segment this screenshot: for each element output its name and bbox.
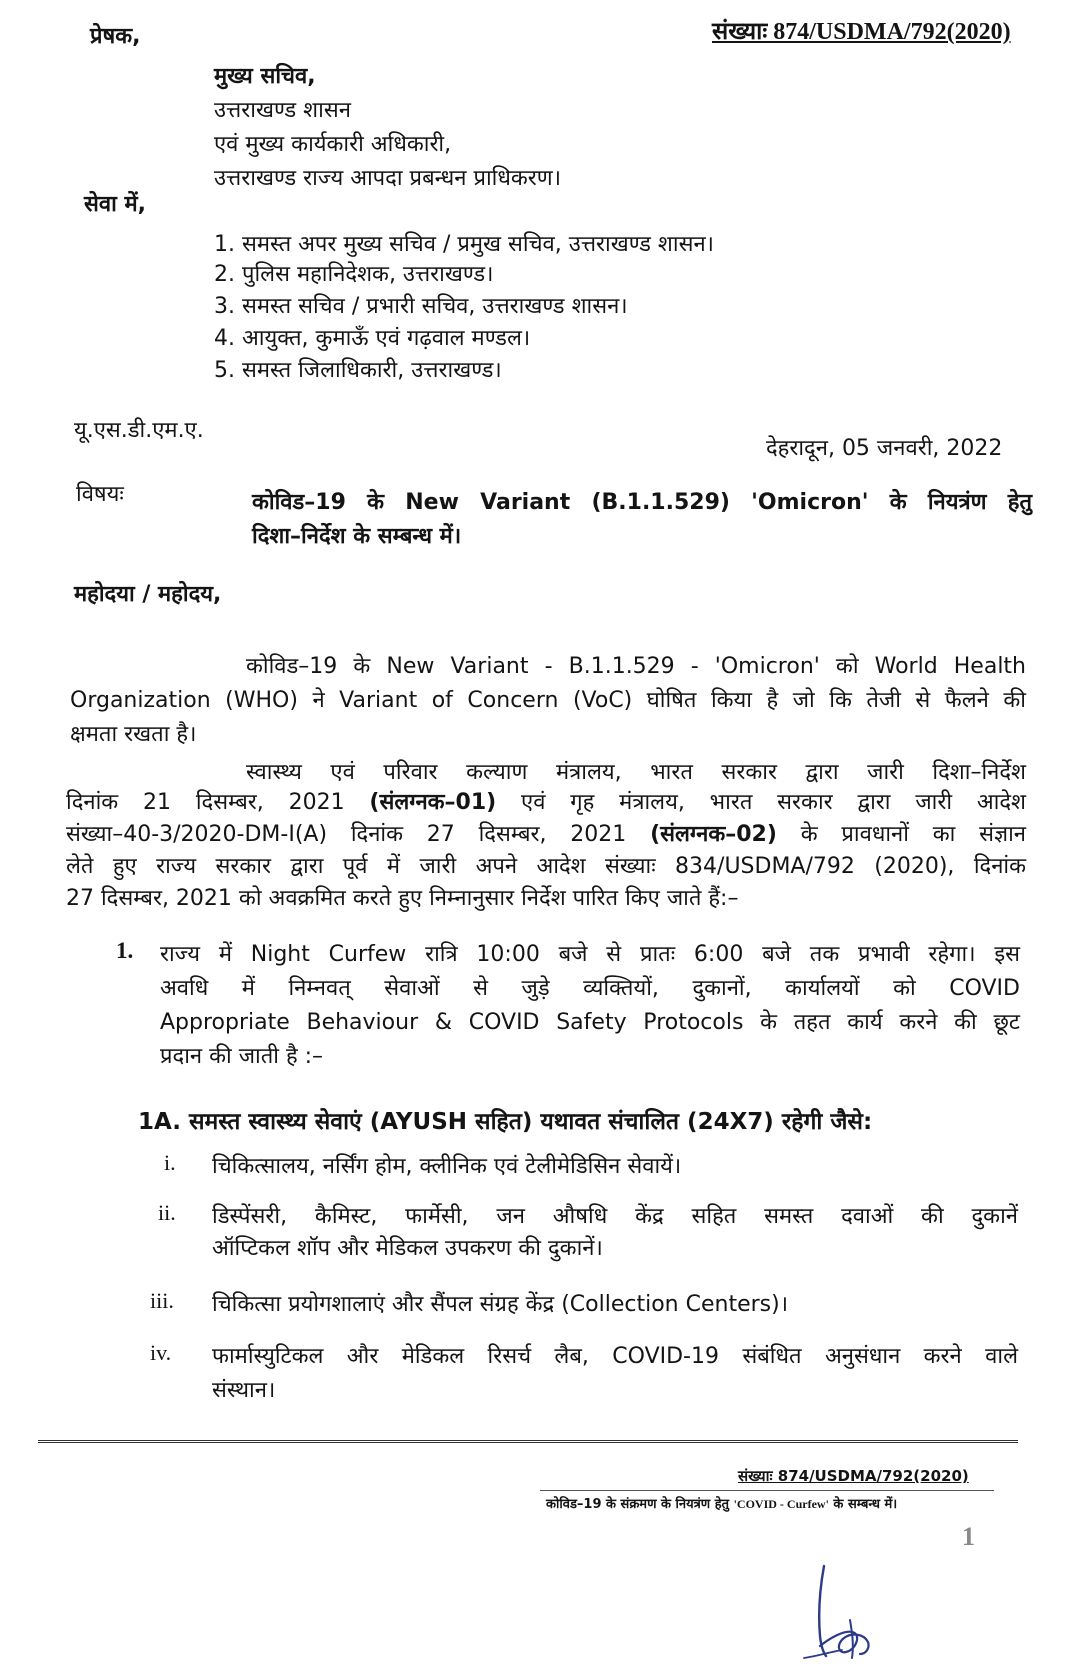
recipient-item: 3. समस्त सचिव / प्रभारी सचिव, उत्तराखण्ड शासन। [214,294,628,319]
subitem-text: चिकित्सा प्रयोगशालाएं और सैंपल संग्रह केंद्र (Collection Centers)। [212,1292,789,1317]
recipient-item: 5. समस्त जिलाधिकारी, उत्तराखण्ड। [214,358,502,383]
subject-line-1 [252,486,1032,516]
subitem-text: संस्थान। [212,1378,276,1403]
paragraph-1-line [70,684,1026,714]
sender-line: उत्तराखण्ड राज्य आपदा प्रबन्धन प्राधिकरण। [214,166,562,191]
point-text: Appropriate Behaviour & COVID Safety Protocols के तहत कार्य करने की छूट [160,1010,1020,1035]
sender-designation: मुख्य सचिव, [214,64,316,89]
point-1-line [160,938,1020,968]
annexure-ref: (संलग्नक–02) [650,822,777,847]
paragraph-text: कोविड–19 के New Variant - B.1.1.529 - 'Omicron' को World Health [246,654,1026,679]
subitem-line: डिस्पेंसरी, कैमिस्ट, फार्मेसी, जन औषधि केंद्र सहित समस्त दवाओं की दुकानें [212,1204,1018,1229]
paragraph-2-line: 27 दिसम्बर, 2021 को अवक्रमित करते हुए निम्नानुसार निर्देश पारित किए जाते हैं:– [66,886,739,911]
paragraph-text: संख्या–40-3/2020-DM-I(A) दिनांक 27 दिसम्बर, 2021 (संलग्नक–02) के प्रावधानों का संज्ञान [66,822,1027,847]
subitem-text [212,1340,1018,1370]
point-number: 1. [116,938,134,963]
recipient-item: 1. समस्त अपर मुख्य सचिव / प्रमुख सचिव, उत्तराखण्ड शासन। [214,232,715,257]
paragraph-text: दिनांक 21 दिसम्बर, 2021 (संलग्नक–01) एवं गृह मंत्रालय, भारत सरकार द्वारा जारी आदेश [66,790,1026,815]
subitem-number: iii. [150,1288,174,1313]
footer-divider [38,1440,1018,1443]
footer-caption-rule [540,1490,994,1491]
recipients-label: सेवा में, [84,192,146,217]
footer-reference [738,1466,969,1486]
footer-caption: कोविड–19 के संक्रमण के नियत्रंण हेतु 'COVID - Curfew' के सम्बन्ध में। [546,1497,898,1512]
sender-line: उत्तराखण्ड शासन [214,98,351,123]
signature-mark [790,1558,910,1668]
section-1a-heading: 1A. समस्त स्वास्थ्य सेवाएं (AYUSH सहित) यथावत संचालित (24X7) रहेगी जैसे: [138,1109,873,1135]
page-number: 1 [962,1522,975,1551]
subject-label: विषयः [76,482,124,507]
paragraph-2-line [66,850,1026,880]
subitem-number: iv. [150,1340,172,1365]
subitem-number: i. [164,1150,176,1175]
paragraph-2-line [66,818,1026,848]
point-1-line [160,1006,1020,1036]
salutation: महोदया / महोदय, [74,582,222,607]
footer-reference-text: संख्याः 874/USDMA/792(2020) [738,1467,969,1485]
reference-number: संख्याः 874/USDMA/792(2020) [712,19,1011,45]
paragraph-text: Organization (WHO) ने Variant of Concern (VoC) घोषित किया है जो कि तेजी से फैलने की [70,688,1026,713]
department-code: यू.एस.डी.एम.ए. [74,418,204,443]
subject-text: कोविड–19 के New Variant (B.1.1.529) 'Omicron' के नियत्रंण हेतु [252,490,1032,515]
paragraph-text: लेते हुए राज्य सरकार द्वारा पूर्व में जारी अपने आदेश संख्याः 834/USDMA/792 (2020), दिनांक [66,854,1026,879]
recipient-item: 4. आयुक्त, कुमाऊँ एवं गढ़वाल मण्डल। [214,326,531,351]
point-1-line [160,972,1020,1002]
sender-label: प्रेषक, [90,24,141,49]
subitem-text: चिकित्सालय, नर्सिंग होम, क्लीनिक एवं टेलीमेडिसिन सेवायें। [212,1154,682,1179]
point-text: राज्य में Night Curfew रात्रि 10:00 बजे से प्रातः 6:00 बजे तक प्रभावी रहेगा। इस [160,942,1020,967]
paragraph-text: स्वास्थ्य एवं परिवार कल्याण मंत्रालय, भारत सरकार द्वारा जारी दिशा–निर्देश [246,760,1026,785]
paragraph-1-line: क्षमता रखता है। [70,722,197,747]
point-text: अवधि में निम्नवत् सेवाओं से जुड़े व्यक्तियों, दुकानों, कार्यालयों को COVID [160,976,1020,1001]
place-date: देहरादून, 05 जनवरी, 2022 [766,436,1003,461]
sender-line: एवं मुख्य कार्यकारी अधिकारी, [214,132,452,157]
paragraph-2-line [246,756,1026,786]
recipient-item: 2. पुलिस महानिदेशक, उत्तराखण्ड। [214,262,494,287]
paragraph-1-line [246,650,1026,680]
subitem-number: ii. [158,1200,176,1225]
subitem-text [212,1200,1018,1230]
annexure-ref: (संलग्नक–01) [369,790,497,815]
subject-line-2: दिशा–निर्देश के सम्बन्ध में। [252,524,462,549]
point-1-line: प्रदान की जाती है :– [160,1044,324,1069]
subitem-line: फार्मास्युटिकल और मेडिकल रिसर्च लैब, COVID-19 संबंधित अनुसंधान करने वाले [212,1344,1018,1369]
paragraph-2-line [66,786,1026,816]
subitem-text: ऑप्टिकल शॉप और मेडिकल उपकरण की दुकानें। [212,1236,603,1261]
